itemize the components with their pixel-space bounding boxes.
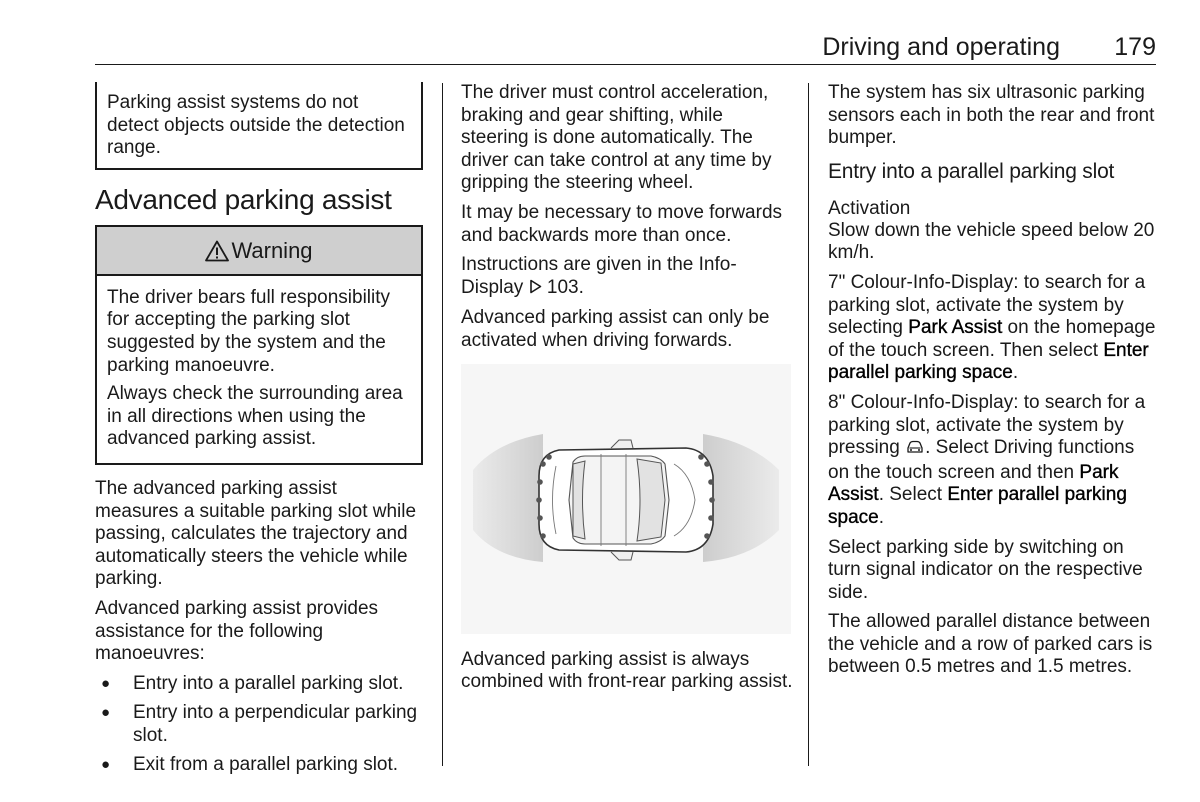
instruction-text: 8" Colour-Info-Display: to search for a parking slot, activate the system by pressing	[828, 391, 1146, 459]
parking-sensor-illustration	[461, 364, 791, 634]
note-text: Parking assist systems do not detect objects outside the detection range.	[107, 92, 405, 159]
list-item: ● Entry into a parallel parking slot.	[95, 673, 423, 696]
body-paragraph: The allowed parallel distance between the vehicle and a row of parked cars is between 0.5 metres and 1.5 metres.	[828, 611, 1153, 678]
column-divider	[442, 83, 443, 766]
page-reference-arrow-icon	[529, 278, 542, 301]
running-header-title: Driving and operating	[822, 33, 1060, 61]
page-number: 179	[1114, 33, 1156, 61]
instruction-text: on the homepage of the touch screen. Then select	[828, 317, 1156, 361]
header-divider	[95, 64, 1156, 65]
front-sensor-zone	[703, 434, 779, 562]
manoeuvre-list	[95, 673, 423, 777]
xref-text: Instructions are given in the Info-Display	[461, 254, 737, 298]
instruction-text: .	[1012, 362, 1019, 384]
body-paragraph: It may be necessary to move forwards and backwards more than once.	[461, 201, 783, 246]
body-paragraph: Advanced parking assist can only be activated when driving forwards.	[461, 307, 770, 351]
column-1	[95, 82, 423, 784]
xref-end: .	[578, 276, 584, 298]
list-item: ● Exit from a parallel parking slot.	[95, 754, 423, 777]
activation-heading: Activation	[828, 197, 911, 219]
body-paragraph: The system has six ultrasonic parking sensors each in both the rear and front bumper.	[828, 82, 1155, 149]
section-heading: Advanced parking assist	[95, 183, 392, 215]
xref-page-link[interactable]: 103	[546, 276, 579, 298]
vehicle-button-icon	[905, 439, 925, 462]
instruction-7-inch	[828, 272, 1158, 385]
warning-triangle-icon	[205, 231, 229, 278]
body-paragraph: Advanced parking assist is always combined with front-rear parking assist.	[461, 648, 793, 693]
warning-paragraph: Always check the surrounding area in all directions when using the advanced parking assist.	[107, 383, 403, 450]
instruction-text: . Select	[878, 484, 948, 506]
subsection-heading: Entry into a parallel parking slot	[828, 159, 1115, 183]
warning-title: Warning	[231, 237, 313, 263]
warning-paragraph: The driver bears full responsibility for accepting the parking slot suggested by the system and the parking manoeuvre.	[107, 286, 391, 376]
warning-box	[95, 225, 423, 465]
menu-label-enter-parallel-parking-space: Enter parallel parking space	[828, 484, 1127, 528]
list-item: ● Entry into a perpendicular parking slot.	[95, 702, 423, 747]
body-paragraph: The advanced parking assist measures a suitable parking slot while passing, calculates the trajectory and automatically steers the vehicle while parking.	[95, 477, 417, 590]
menu-label-park-assist: Park Assist	[828, 461, 1119, 506]
instruction-8-inch	[828, 392, 1158, 530]
body-paragraph: Select parking side by switching on turn signal indicator on the respective side.	[828, 536, 1143, 603]
instruction-text: 7" Colour-Info-Display: to search for a parking slot, activate the system by selecting	[828, 271, 1146, 339]
car-top-view-icon	[539, 440, 713, 560]
column-3	[828, 82, 1158, 686]
column-2	[461, 82, 793, 701]
menu-label-park-assist: Park Assist	[908, 317, 1003, 339]
rear-sensor-zone	[473, 434, 543, 562]
body-paragraph: Slow down the vehicle speed below 20 km/h.	[828, 219, 1155, 264]
xref-paragraph	[461, 254, 793, 300]
instruction-text: . Select Driving functions on the touch screen and then	[828, 437, 1135, 483]
warning-body	[97, 276, 421, 463]
instruction-text: .	[878, 506, 884, 528]
body-paragraph: Advanced parking assist provides assistance for the following manoeuvres:	[95, 597, 379, 665]
warning-header	[97, 227, 421, 276]
menu-label-enter-parallel-parking-space: Enter parallel parking space	[828, 339, 1149, 384]
column-divider	[808, 83, 809, 766]
note-box	[95, 82, 423, 170]
body-paragraph: The driver must control acceleration, braking and gear shifting, while steering is done automatically. The driver can take control at any time by gripping the steering wheel.	[461, 82, 772, 194]
